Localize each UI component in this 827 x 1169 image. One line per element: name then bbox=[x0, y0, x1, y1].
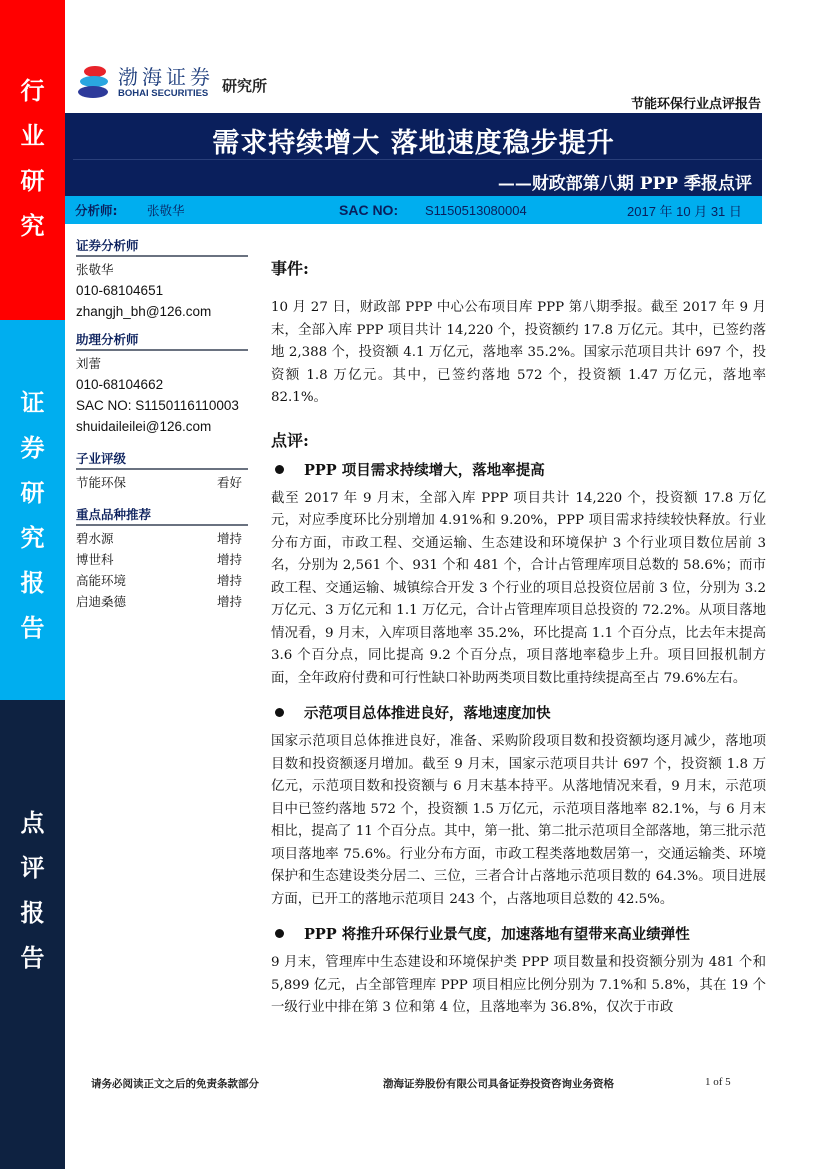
sac-number: S1150513080004 bbox=[425, 202, 527, 218]
page-number: 1 of 5 bbox=[705, 1076, 731, 1088]
industry-rating: 看好 bbox=[216, 475, 242, 490]
band-char: 报 bbox=[20, 898, 45, 927]
stock-rating: 增持 bbox=[216, 594, 242, 609]
disclaimer-note: 请务必阅读正文之后的免责条款部分 bbox=[91, 1078, 259, 1090]
report-subtitle: ——财政部第八期 PPP 季报点评 bbox=[497, 174, 752, 194]
band-char: 行 bbox=[20, 76, 45, 105]
band-char: 券 bbox=[20, 433, 45, 462]
band-char: 告 bbox=[20, 613, 45, 642]
bullet-heading-text: PPP 项目需求持续增大，落地率提高 bbox=[304, 461, 545, 479]
industry-name: 节能环保 bbox=[76, 475, 127, 490]
securities-analyst-heading: 证券分析师 bbox=[76, 236, 248, 257]
bullet-heading-text: 示范项目总体推进良好，落地速度加快 bbox=[304, 705, 551, 722]
bullet-paragraph: 国家示范项目总体推进良好，准备、采购阶段项目数和投资额均逐月减少，落地项目数和投资额逐月增加。截至 9 月末，国家示范项目共计 697 个，投资额 1.8 万亿元，示范项目数和投资额与 6 月末基本持平。从落地情况来看，9 月末，示范项目中已签约落地 572 个，投资额 1.5 万亿元，示范项目落地率 82.1%，与 6 月末相比，提高了 11 个百分点。其中，第一批、第二批示范项目全部落地，第三批示范项目落地率 75.6%。行业分布方面，市政工程类落地数居第一，交通运输类、环境保护和生态建设类分居二、三位，三者合计占落地示范项目数的 64.3%。项目进展方面，已开工的落地示范项目 243 个，占落地项目总数的 42.5%。 bbox=[271, 734, 766, 907]
band-char: 告 bbox=[20, 943, 45, 972]
stock-name: 高能环境 bbox=[76, 573, 127, 588]
bullet-heading bbox=[271, 923, 766, 944]
bullet-heading bbox=[271, 459, 766, 480]
title-divider bbox=[73, 159, 762, 160]
main-content bbox=[271, 256, 766, 1020]
band-char: 报 bbox=[20, 568, 45, 597]
page-footer bbox=[65, 1076, 762, 1096]
bullet-icon bbox=[275, 708, 284, 717]
qualification-note: 渤海证券股份有限公司具备证券投资咨询业务资格 bbox=[383, 1078, 614, 1090]
band-char: 业 bbox=[20, 121, 45, 150]
comment-heading: 点评: bbox=[271, 430, 309, 450]
band-char: 究 bbox=[20, 211, 45, 240]
company-logo bbox=[78, 62, 267, 102]
bullet-paragraph: 截至 2017 年 9 月末，全部入库 PPP 项目共计 14,220 个，投资额 17.8 万亿元，对应季度环比分别增加 4.91%和 9.20%，PPP 项目需求持续较快释放。行业分布方面，市政工程、交通运输、生态建设和环境保护 3 个行业项目数位居前 3 名，分别为 2,561 个、931 个和 481 个，合计占管理库项目总数的 58.6%；而市政工程、交通运输、城镇综合开发 3 个行业的项目总投资位居前 3 位，分别为 3.2 万亿元、3 万亿元和 1.1 万亿元，合计占管理库项目总投资的 72.2%。从项目落地情况看，9 月末，入库项目落地率 35.2%，环比提高 1.1 个百分点，比去年末提高 3.6 个百分点，同比提高 9.2 个百分点，项目落地率稳步上升。项目回报机制方面，全年政府付费和可行性缺口补助两类项目数比重持续提高至占 79.6%左右。 bbox=[271, 490, 766, 686]
sub-industry-rating-heading: 子业评级 bbox=[76, 449, 248, 470]
report-title: 需求持续增大 落地速度稳步提升 bbox=[212, 128, 615, 159]
recommendation-row bbox=[76, 570, 248, 591]
band-char: 研 bbox=[20, 478, 45, 507]
stock-name: 博世科 bbox=[76, 552, 114, 567]
analyst-name: 张敬华 bbox=[147, 203, 185, 218]
bullet-paragraph: 9 月末，管理库中生态建设和环境保护类 PPP 项目数量和投资额分别为 481 个和 5,899 亿元，占全部管理库 PPP 项目相应比例分别为 7.1%和 5.8%，其在 19 个一级行业中排在第 3 位和第 4 位，且落地率为 36.8%，仅次于市政 bbox=[271, 955, 766, 1015]
stock-name: 碧水源 bbox=[76, 531, 114, 546]
bullet-icon bbox=[275, 465, 284, 474]
report-type: 节能环保行业点评报告 bbox=[630, 97, 761, 112]
band-char: 评 bbox=[20, 853, 45, 882]
side-band-review-report bbox=[0, 700, 65, 1169]
recommendation-row bbox=[76, 549, 248, 570]
bullet-heading bbox=[271, 702, 766, 723]
title-block bbox=[65, 113, 762, 196]
band-char: 证 bbox=[20, 388, 45, 417]
side-band-industry-research bbox=[0, 0, 65, 320]
sac-label: SAC NO: bbox=[339, 202, 399, 218]
analyst-email[interactable]: zhangjh_bh@126.com bbox=[76, 304, 212, 319]
assistant-sac: SAC NO: S1150116110003 bbox=[76, 398, 239, 413]
assistant-phone: 010-68104662 bbox=[76, 377, 164, 392]
event-paragraph: 10 月 27 日，财政部 PPP 中心公布项目库 PPP 第八期季报。截至 2017 年 9 月末，全部入库 PPP 项目共计 14,220 个，投资额约 17.8 万亿元。其中，已签约落地 2,388 个，投资额 4.1 万亿元，落地率 35.2%。国家示范项目共计 697 个，投资额 1.8 万亿元。其中，已签约落地 572 个，投资额 1.47 万亿元，落地率 82.1%。 bbox=[271, 300, 766, 405]
event-heading: 事件: bbox=[271, 259, 309, 278]
assistant-email[interactable]: shuidaileilei@126.com bbox=[76, 419, 212, 434]
band-char: 究 bbox=[20, 523, 45, 552]
stock-rating: 增持 bbox=[216, 531, 242, 546]
analyst-phone: 010-68104651 bbox=[76, 283, 164, 298]
stock-rating: 增持 bbox=[216, 573, 242, 588]
bullet-heading-text: PPP 将推升环保行业景气度，加速落地有望带来高业绩弹性 bbox=[304, 926, 690, 943]
logo-english-name: BOHAI SECURITIES bbox=[118, 87, 209, 99]
assistant-name: 刘蕾 bbox=[76, 356, 102, 371]
band-char: 研 bbox=[20, 166, 45, 195]
logo-chinese-name: 渤海证券 bbox=[118, 64, 214, 89]
institute-label: 研究所 bbox=[222, 76, 268, 95]
report-date: 2017 年 10 月 31 日 bbox=[627, 203, 742, 219]
side-band-securities-report bbox=[0, 320, 65, 700]
stock-rating: 增持 bbox=[216, 552, 242, 567]
recommendation-row bbox=[76, 528, 248, 549]
analyst-sidebar bbox=[76, 236, 248, 612]
bullet-icon bbox=[275, 929, 284, 938]
key-recommendations-heading: 重点品种推荐 bbox=[76, 505, 248, 526]
band-char: 点 bbox=[20, 808, 45, 837]
analyst-name: 张敬华 bbox=[76, 262, 114, 277]
rating-row bbox=[76, 472, 248, 493]
recommendation-row bbox=[76, 591, 248, 612]
analyst-bar bbox=[65, 196, 762, 224]
bohai-logo-icon bbox=[78, 64, 110, 100]
stock-name: 启迪桑德 bbox=[76, 594, 127, 609]
analyst-label: 分析师: bbox=[75, 203, 118, 218]
assistant-analyst-heading: 助理分析师 bbox=[76, 330, 248, 351]
